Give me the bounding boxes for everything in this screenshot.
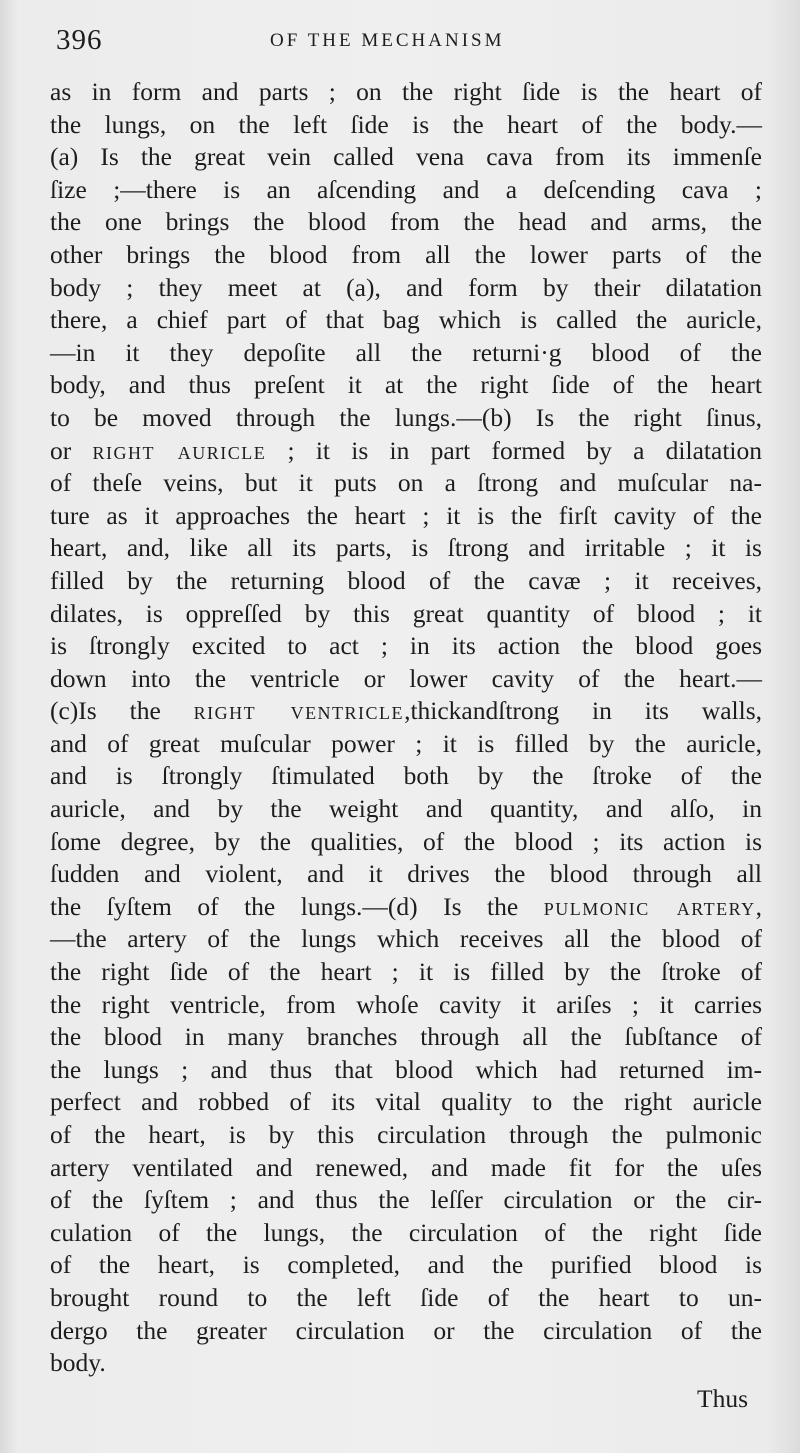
text-line: of the ſyſtem ; and thus the leſſer circulation or the cir- bbox=[50, 1185, 762, 1215]
page-number: 396 bbox=[56, 24, 103, 56]
text-line: ſudden and violent, and it drives the blood through all bbox=[50, 859, 762, 889]
text-line: ſome degree, by the qualities, of the blood ; its action is bbox=[50, 826, 762, 856]
text-line: the lungs ; and thus that blood which had returned im- bbox=[50, 1054, 762, 1084]
text-line: to be moved through the lungs.—(b) Is the right ſinus, bbox=[50, 402, 762, 432]
text-line: and of great muſcular power ; it is filled by the auricle, bbox=[50, 728, 762, 758]
text-line: of theſe veins, but it puts on a ſtrong and muſcular na- bbox=[50, 468, 762, 498]
text-line: the blood in many branches through all the ſubſtance of bbox=[50, 1022, 762, 1052]
body-text bbox=[50, 76, 762, 1380]
text-line: other brings the blood from all the lower parts of the bbox=[50, 239, 762, 269]
text-line: of the heart, is by this circulation through the pulmonic bbox=[50, 1120, 762, 1149]
text-line: artery ventilated and renewed, and made fit for the uſes bbox=[50, 1152, 762, 1182]
text-line: dilates, is oppreſſed by this great quantity of blood ; it bbox=[50, 598, 762, 628]
text-line: ſize ;—there is an aſcending and a deſcending cava ; bbox=[50, 174, 762, 204]
text-line: perfect and robbed of its vital quality to the right auricle bbox=[50, 1087, 762, 1117]
text-line: body ; they meet at (a), and form by their dilatation bbox=[50, 272, 762, 302]
text-line: the one brings the blood from the head and arms, the bbox=[50, 207, 762, 237]
running-title: OF THE MECHANISM bbox=[270, 30, 505, 51]
text-line: the right ſide of the heart ; it is filled by the ſtroke of bbox=[50, 957, 762, 987]
text-line: dergo the greater circulation or the circulation of the bbox=[50, 1315, 762, 1345]
text-line: body, and thus preſent it at the right ſide of the heart bbox=[50, 370, 762, 400]
text-line: —in it they depoſite all the returni·g blood of the bbox=[50, 337, 762, 367]
text-line: (a) Is the great vein called vena cava from its immenſe bbox=[50, 142, 762, 172]
text-line: (c)Is the right ventricle,thickandſtrong in its walls, bbox=[50, 696, 762, 726]
text-line: or right auricle ; it is in part formed by a dilatation bbox=[50, 435, 762, 465]
text-line: brought round to the left ſide of the heart to un- bbox=[50, 1282, 762, 1312]
text-line: body. bbox=[50, 1348, 106, 1378]
text-line: the right ventricle, from whoſe cavity it ariſes ; it carries bbox=[50, 989, 762, 1019]
running-head bbox=[0, 22, 800, 62]
text-line: the ſyſtem of the lungs.—(d) Is the pulmonic artery, bbox=[50, 891, 763, 921]
text-line: filled by the returning blood of the cavæ ; it receives, bbox=[50, 565, 762, 595]
text-line: the lungs, on the left ſide is the heart of the body.— bbox=[50, 109, 762, 139]
text-line: culation of the lungs, the circulation of the right ſide bbox=[50, 1217, 762, 1247]
text-line: down into the ventricle or lower cavity of the heart.— bbox=[50, 663, 762, 693]
text-line: of the heart, is completed, and the purified blood is bbox=[50, 1250, 762, 1280]
text-line: there, a chief part of that bag which is called the auricle, bbox=[50, 305, 762, 335]
text-line: heart, and, like all its parts, is ſtrong and irritable ; it is bbox=[50, 533, 762, 563]
text-line: ture as it approaches the heart ; it is the firſt cavity of the bbox=[50, 500, 762, 530]
text-line: as in form and parts ; on the right ſide is the heart of bbox=[50, 77, 762, 106]
catchword: Thus bbox=[697, 1384, 748, 1413]
text-line: auricle, and by the weight and quantity, and alſo, in bbox=[50, 794, 762, 824]
text-line: is ſtrongly excited to act ; in its action the blood goes bbox=[50, 631, 762, 661]
text-line: —the artery of the lungs which receives all the blood of bbox=[50, 924, 762, 954]
text-line: and is ſtrongly ſtimulated both by the ſtroke of the bbox=[50, 761, 762, 791]
